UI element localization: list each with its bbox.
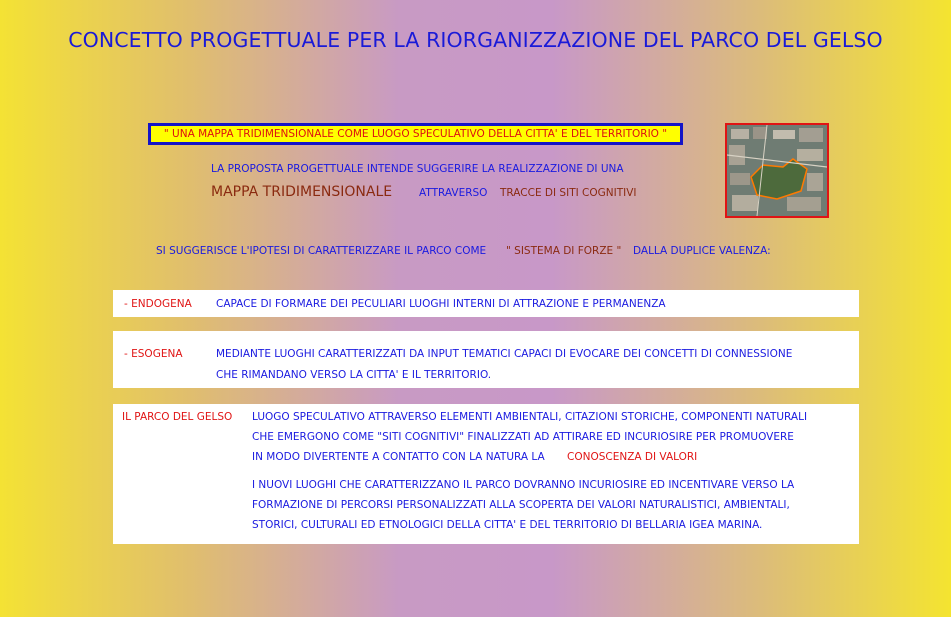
parco-text-line3: IN MODO DIVERTENTE A CONTATTO CON LA NATURA LA bbox=[252, 451, 545, 463]
sistema-di-forze-text: " SISTEMA DI FORZE " bbox=[506, 245, 622, 257]
aerial-map-image bbox=[727, 125, 827, 216]
tracce-text: TRACCE DI SITI COGNITIVI bbox=[500, 187, 637, 199]
parco-label: IL PARCO DEL GELSO bbox=[122, 411, 233, 423]
parco-text-line5: FORMAZIONE DI PERCORSI PERSONALIZZATI ALLA SCOPERTA DEI VALORI NATURALISTICI, AMBIENTALI, bbox=[252, 499, 790, 511]
parco-text-line6: STORICI, CULTURALI ED ETNOLOGICI DELLA CITTA' E DEL TERRITORIO DI BELLARIA IGEA MARINA. bbox=[252, 519, 763, 531]
esogena-label: - ESOGENA bbox=[124, 348, 183, 360]
parco-text-line4: I NUOVI LUOGHI CHE CARATTERIZZANO IL PARCO DOVRANNO INCURIOSIRE ED INCENTIVARE VERSO LA bbox=[252, 479, 795, 491]
esogena-text-line2: CHE RIMANDANO VERSO LA CITTA' E IL TERRITORIO. bbox=[216, 369, 492, 381]
aerial-map-photo bbox=[725, 123, 829, 218]
quote-banner: " UNA MAPPA TRIDIMENSIONALE COME LUOGO SPECULATIVO DELLA CITTA' E DEL TERRITORIO " bbox=[148, 123, 683, 145]
endogena-text: CAPACE DI FORMARE DEI PECULIARI LUOGHI INTERNI DI ATTRAZIONE E PERMANENZA bbox=[216, 298, 666, 310]
hypothesis-text: SI SUGGERISCE L'IPOTESI DI CARATTERIZZARE IL PARCO COME bbox=[156, 245, 487, 257]
mappa-heading: MAPPA TRIDIMENSIONALE bbox=[211, 184, 393, 200]
parco-text-line2: CHE EMERGONO COME "SITI COGNITIVI" FINALIZZATI AD ATTIRARE ED INCURIOSIRE PER PROMUOVERE bbox=[252, 431, 794, 443]
conoscenza-valori-text: CONOSCENZA DI VALORI bbox=[567, 451, 698, 463]
parco-text-line1: LUOGO SPECULATIVO ATTRAVERSO ELEMENTI AMBIENTALI, CITAZIONI STORICHE, COMPONENTI NATURALI bbox=[252, 411, 808, 423]
duplice-valenza-text: DALLA DUPLICE VALENZA: bbox=[633, 245, 771, 257]
endogena-label: - ENDOGENA bbox=[124, 298, 192, 310]
page-title: CONCETTO PROGETTUALE PER LA RIORGANIZZAZIONE DEL PARCO DEL GELSO bbox=[68, 28, 883, 52]
esogena-text-line1: MEDIANTE LUOGHI CARATTERIZZATI DA INPUT TEMATICI CAPACI DI EVOCARE DEI CONCETTI DI CONNESSIONE bbox=[216, 348, 793, 360]
attraverso-text: ATTRAVERSO bbox=[419, 187, 488, 199]
intro-line: LA PROPOSTA PROGETTUALE INTENDE SUGGERIRE LA REALIZZAZIONE DI UNA bbox=[211, 163, 624, 175]
